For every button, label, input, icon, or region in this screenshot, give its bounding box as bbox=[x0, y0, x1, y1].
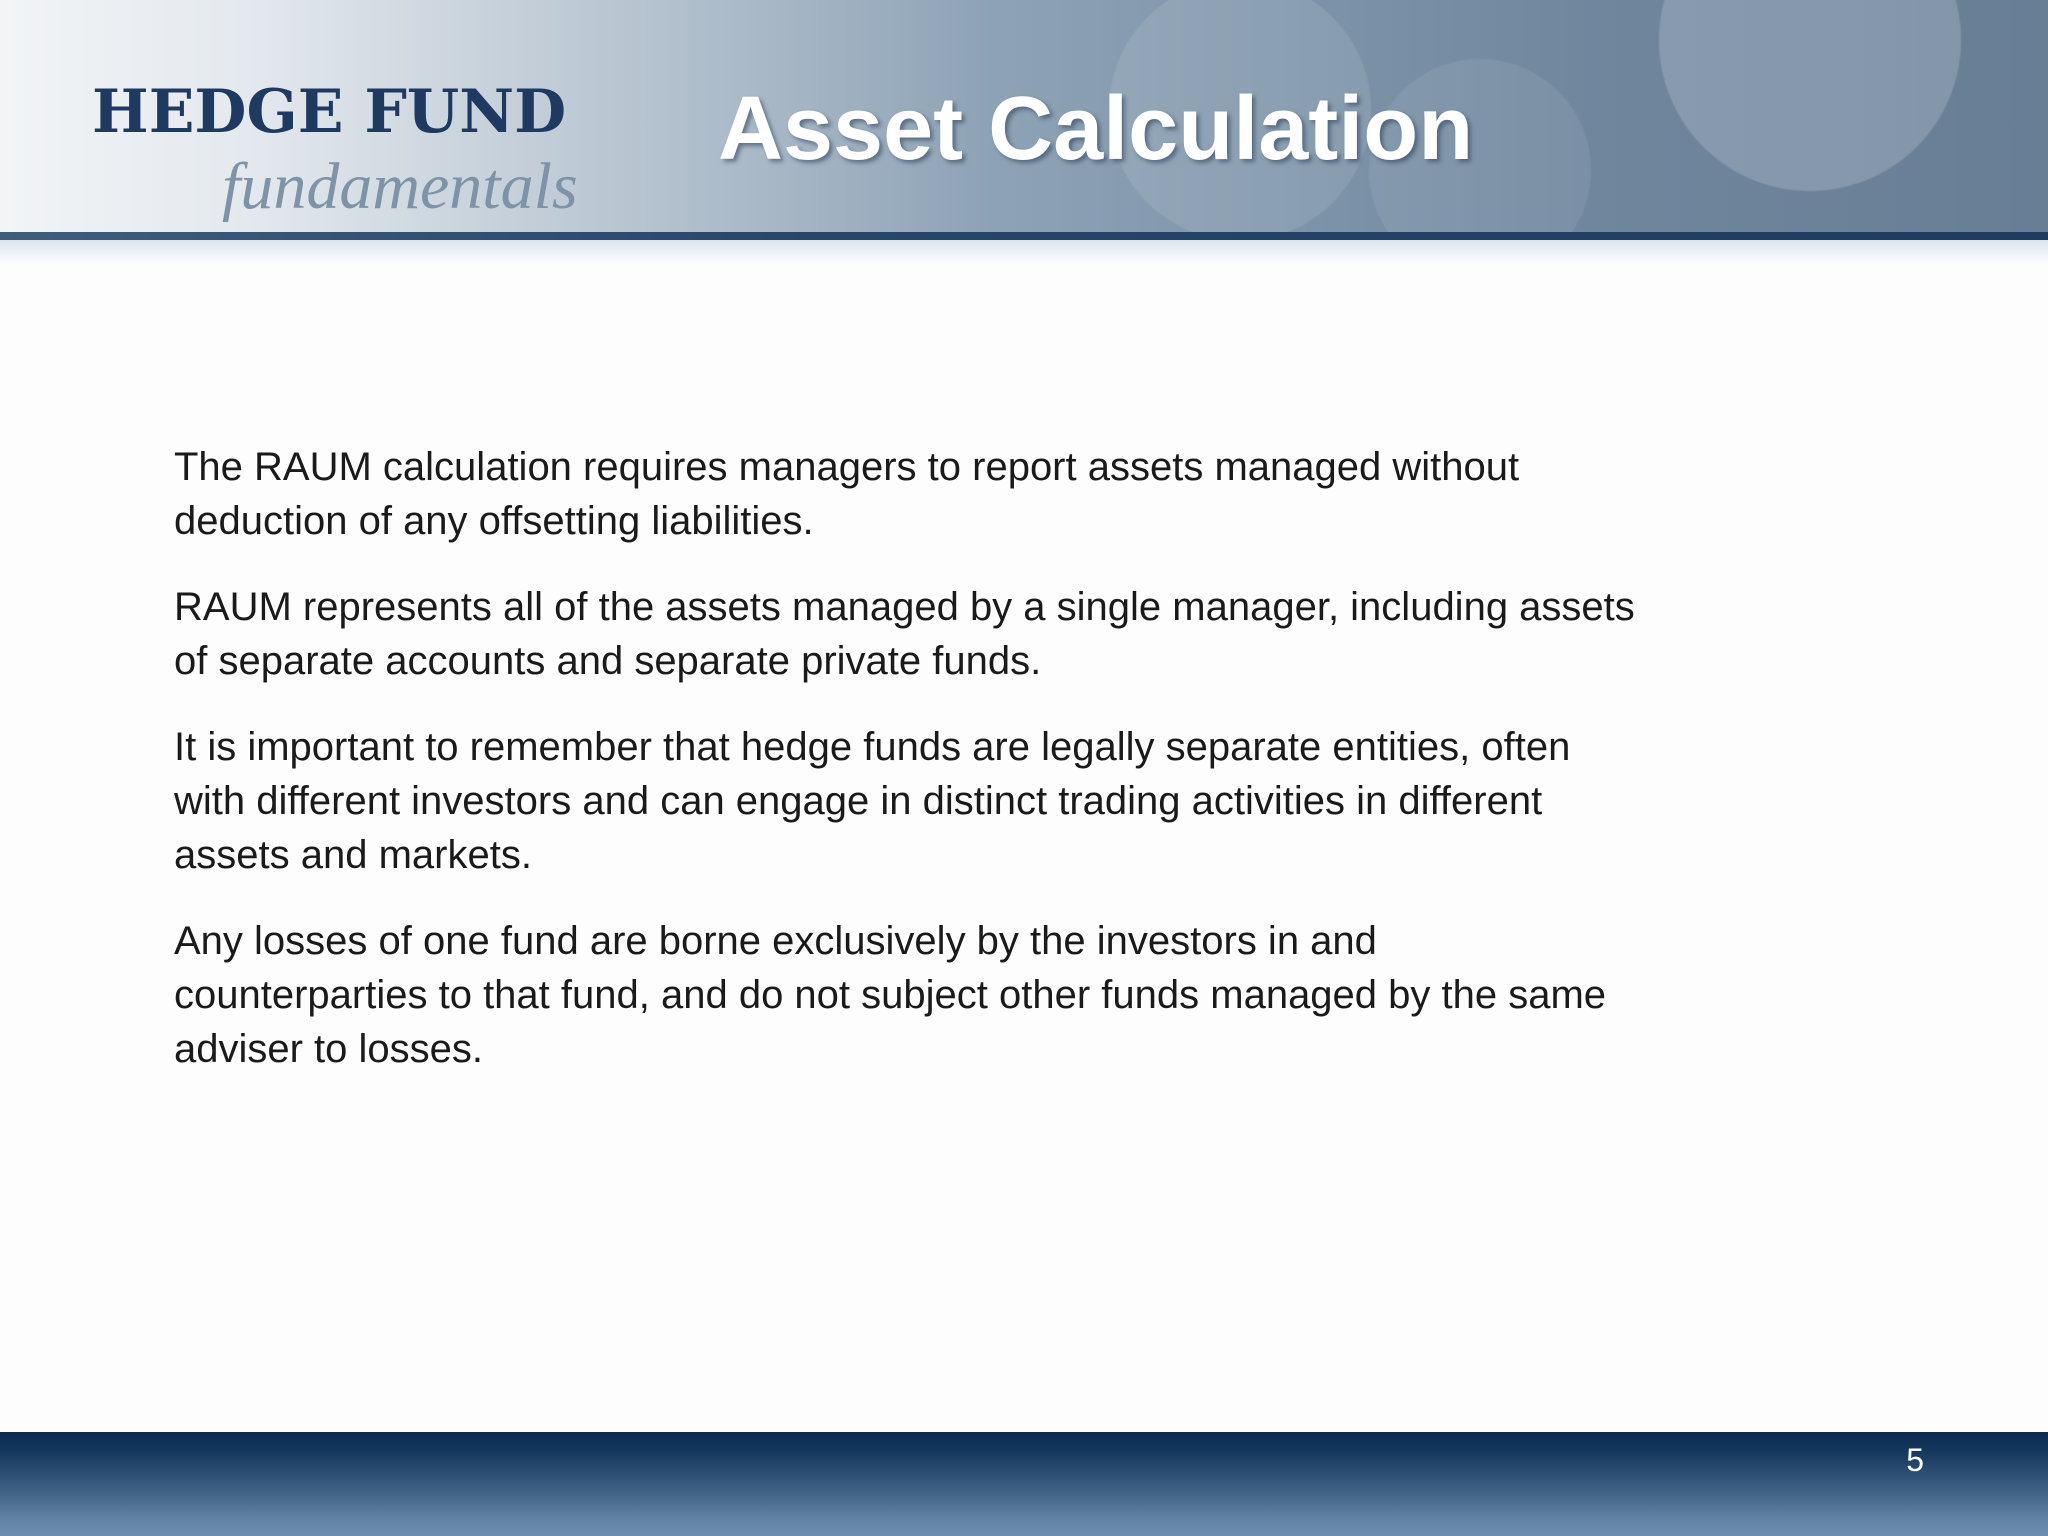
slide-body bbox=[174, 440, 1874, 1108]
logo-line-1: HEDGE FUND bbox=[92, 77, 567, 147]
paragraph-raum-represents: RAUM represents all of the assets managed by a single manager, including assets of separate accounts and separate private funds. bbox=[174, 585, 1635, 683]
header-banner bbox=[0, 0, 2048, 240]
paragraph-raum-calculation: The RAUM calculation requires managers to report assets managed without deduction of any offsetting liabilities. bbox=[174, 445, 1520, 543]
paragraph-separate-entities: It is important to remember that hedge funds are legally separate entities, often with different investors and can engage in distinct trading activities in different assets and markets. bbox=[174, 725, 1571, 877]
paragraph-losses: Any losses of one fund are borne exclusively by the investors in and counterparties to that fund, and do not subject other funds managed by the same adviser to losses. bbox=[174, 919, 1607, 1071]
footer-band bbox=[0, 1432, 2048, 1536]
logo-line-2: fundamentals bbox=[222, 150, 578, 223]
page-number: 5 bbox=[1906, 1442, 1924, 1478]
hedge-fund-fundamentals-logo bbox=[92, 77, 672, 232]
header-shadow bbox=[0, 240, 2048, 264]
slide-title: Asset Calculation bbox=[718, 79, 1474, 179]
